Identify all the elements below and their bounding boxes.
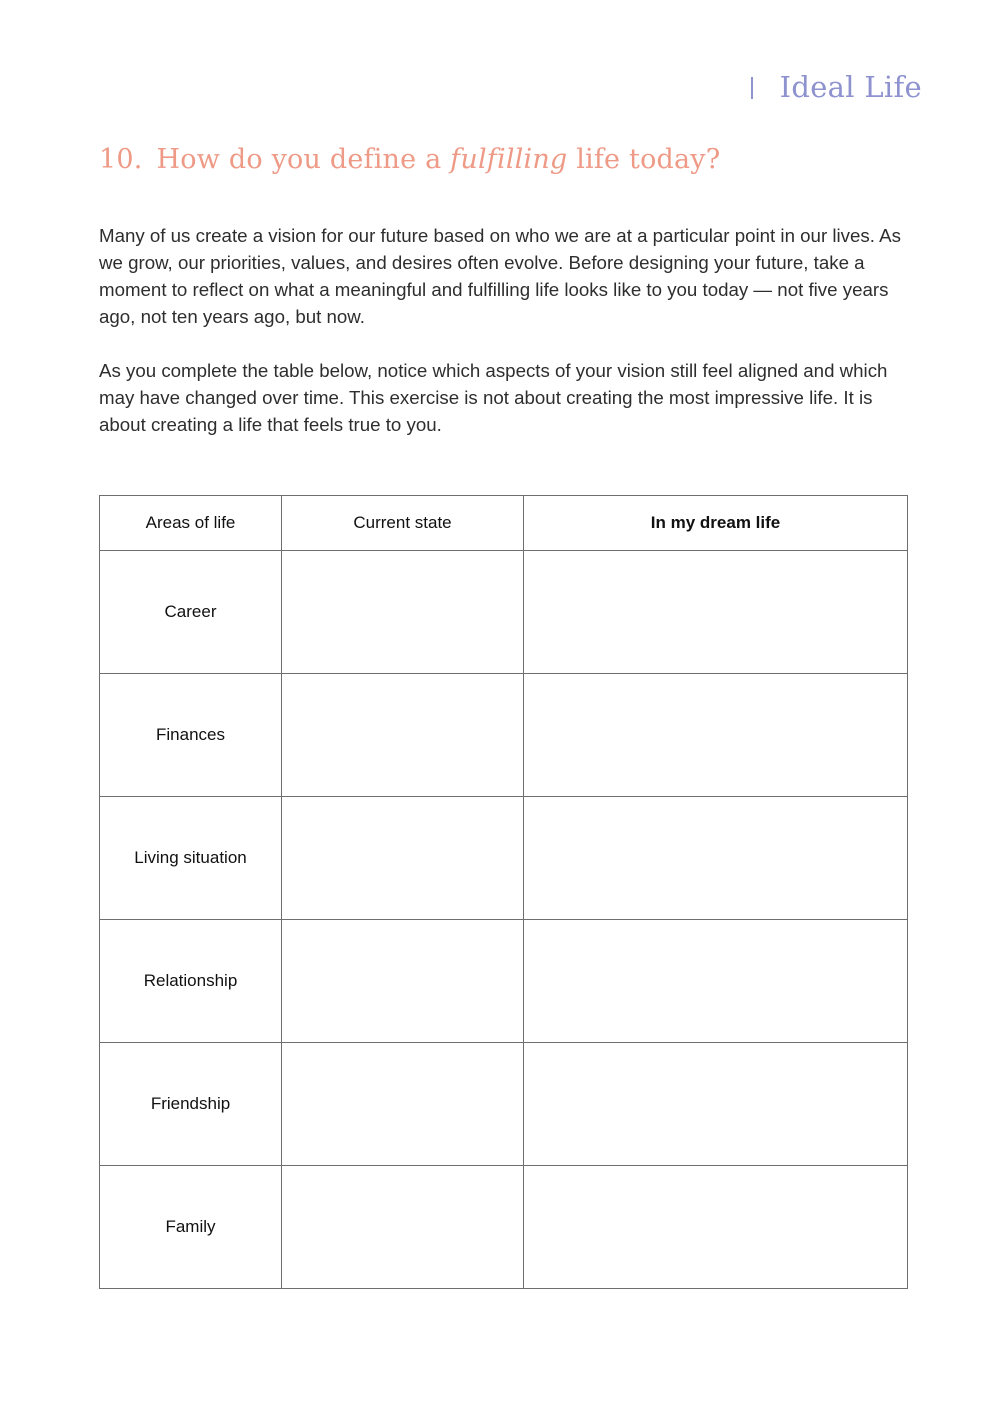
table-row: [100, 1166, 908, 1289]
current-state-cell[interactable]: [282, 1043, 524, 1166]
life-areas-table: [99, 495, 908, 1289]
area-cell: Finances: [100, 674, 282, 797]
column-header-dream: In my dream life: [524, 496, 908, 551]
area-cell: Career: [100, 551, 282, 674]
current-state-cell[interactable]: [282, 1166, 524, 1289]
current-state-cell[interactable]: [282, 797, 524, 920]
table-row: [100, 920, 908, 1043]
column-header-current: Current state: [282, 496, 524, 551]
section-title-start: How do you define a: [156, 144, 451, 175]
header-divider: [751, 77, 753, 99]
section-title: [99, 144, 720, 175]
area-cell: Family: [100, 1166, 282, 1289]
area-cell: Living situation: [100, 797, 282, 920]
table-row: [100, 674, 908, 797]
intro-paragraph: Many of us create a vision for our future based on who we are at a particular point in our lives. As we grow, our priorities, values, and desires often evolve. Before designing your future, take a moment to reflect on what a meaningful and fulfilling life looks like to you today — not five years ago, not ten years ago, but now.: [99, 225, 901, 327]
current-state-cell[interactable]: [282, 551, 524, 674]
current-state-cell[interactable]: [282, 674, 524, 797]
section-title-emphasis: fulfilling: [450, 144, 568, 175]
dream-life-cell[interactable]: [524, 920, 908, 1043]
header-title: Ideal Life: [779, 70, 922, 104]
area-cell: Friendship: [100, 1043, 282, 1166]
table-header-row: [100, 496, 908, 551]
dream-life-cell[interactable]: [524, 1166, 908, 1289]
table-row: [100, 797, 908, 920]
area-cell: Relationship: [100, 920, 282, 1043]
section-number: 10.: [99, 144, 143, 175]
instruction-paragraph: As you complete the table below, notice which aspects of your vision still feel aligned and which may have changed over time. This exercise is not about creating the most impressive life. It is about creating a life that feels true to you.: [99, 360, 888, 435]
dream-life-cell[interactable]: [524, 551, 908, 674]
current-state-cell[interactable]: [282, 920, 524, 1043]
page-header: [751, 70, 922, 104]
table-row: [100, 551, 908, 674]
table-row: [100, 1043, 908, 1166]
section-title-end: life today?: [567, 144, 721, 175]
dream-life-cell[interactable]: [524, 797, 908, 920]
column-header-areas: Areas of life: [100, 496, 282, 551]
dream-life-cell[interactable]: [524, 1043, 908, 1166]
dream-life-cell[interactable]: [524, 674, 908, 797]
